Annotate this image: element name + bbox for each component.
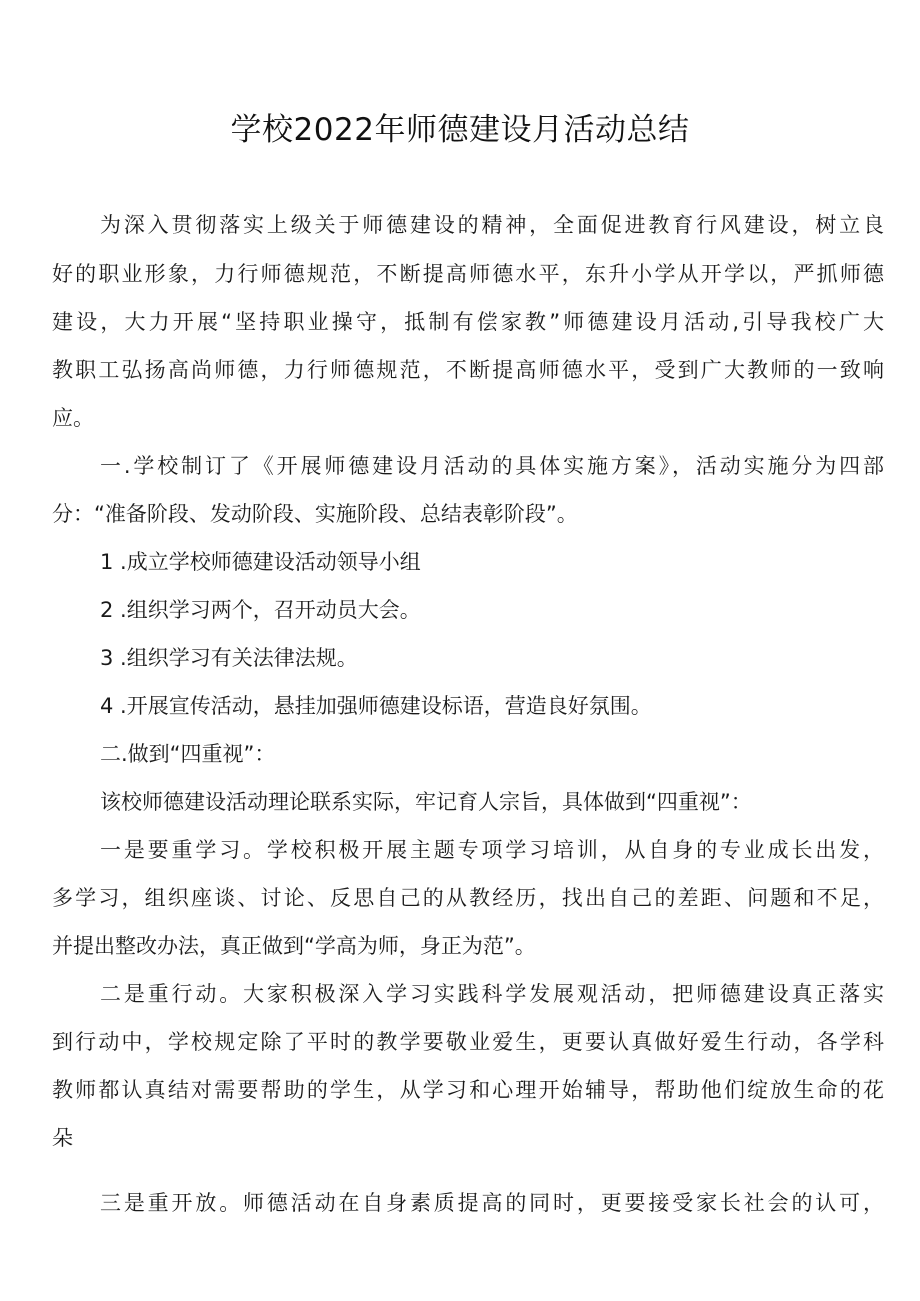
paragraph-line: 多学习，组织座谈、讨论、反思自己的从教经历，找出自己的差距、问题和不足， — [52, 886, 884, 910]
section-heading: 二.做到“四重视”： — [100, 742, 276, 766]
paragraph-line: 该校师德建设活动理论联系实际，牢记育人宗旨，具体做到“四重视”： — [100, 790, 752, 814]
list-item: 4 .开展宣传活动，悬挂加强师德建设标语，营造良好氛围。 — [100, 694, 652, 718]
paragraph-line: 教师都认真结对需要帮助的学生，从学习和心理开始辅导，帮助他们绽放生命的花 — [52, 1078, 884, 1102]
paragraph-line: 好的职业形象，力行师德规范，不断提高师德水平，东升小学从开学以，严抓师德 — [52, 262, 884, 286]
paragraph-line: 应。 — [52, 406, 94, 430]
paragraph-line: 朵 — [52, 1126, 73, 1150]
list-item: 1 .成立学校师德建设活动领导小组 — [100, 550, 421, 574]
paragraph-line: 为深入贯彻落实上级关于师德建设的精神，全面促进教育行风建设，树立良 — [100, 213, 884, 237]
paragraph-line: 三是重开放。师德活动在自身素质提高的同时，更要接受家长社会的认可， — [100, 1191, 884, 1215]
paragraph-line: 一.学校制订了《开展师德建设月活动的具体实施方案》，活动实施分为四部 — [100, 454, 884, 478]
paragraph-line: 二是重行动。大家积极深入学习实践科学发展观活动，把师德建设真正落实 — [100, 982, 884, 1006]
paragraph-line: 一是要重学习。学校积极开展主题专项学习培训，从自身的专业成长出发， — [100, 838, 884, 862]
list-item: 3 .组织学习有关法律法规。 — [100, 646, 358, 670]
list-item: 2 .组织学习两个，召开动员大会。 — [100, 598, 421, 622]
paragraph-line: 到行动中，学校规定除了平时的教学要敬业爱生，更要认真做好爱生行动，各学科 — [52, 1030, 884, 1054]
paragraph-line: 教职工弘扬高尚师德，力行师德规范，不断提高师德水平，受到广大教师的一致响 — [52, 358, 884, 382]
paragraph-line: 分：“准备阶段、发动阶段、实施阶段、总结表彰阶段”。 — [52, 502, 578, 526]
paragraph-line: 并提出整改办法，真正做到“学高为师，身正为范”。 — [52, 934, 536, 958]
document-title: 学校2022年师德建设月活动总结 — [230, 112, 690, 148]
paragraph-line: 建设，大力开展“坚持职业操守，抵制有偿家教”师德建设月活动,引导我校广大 — [52, 310, 884, 334]
